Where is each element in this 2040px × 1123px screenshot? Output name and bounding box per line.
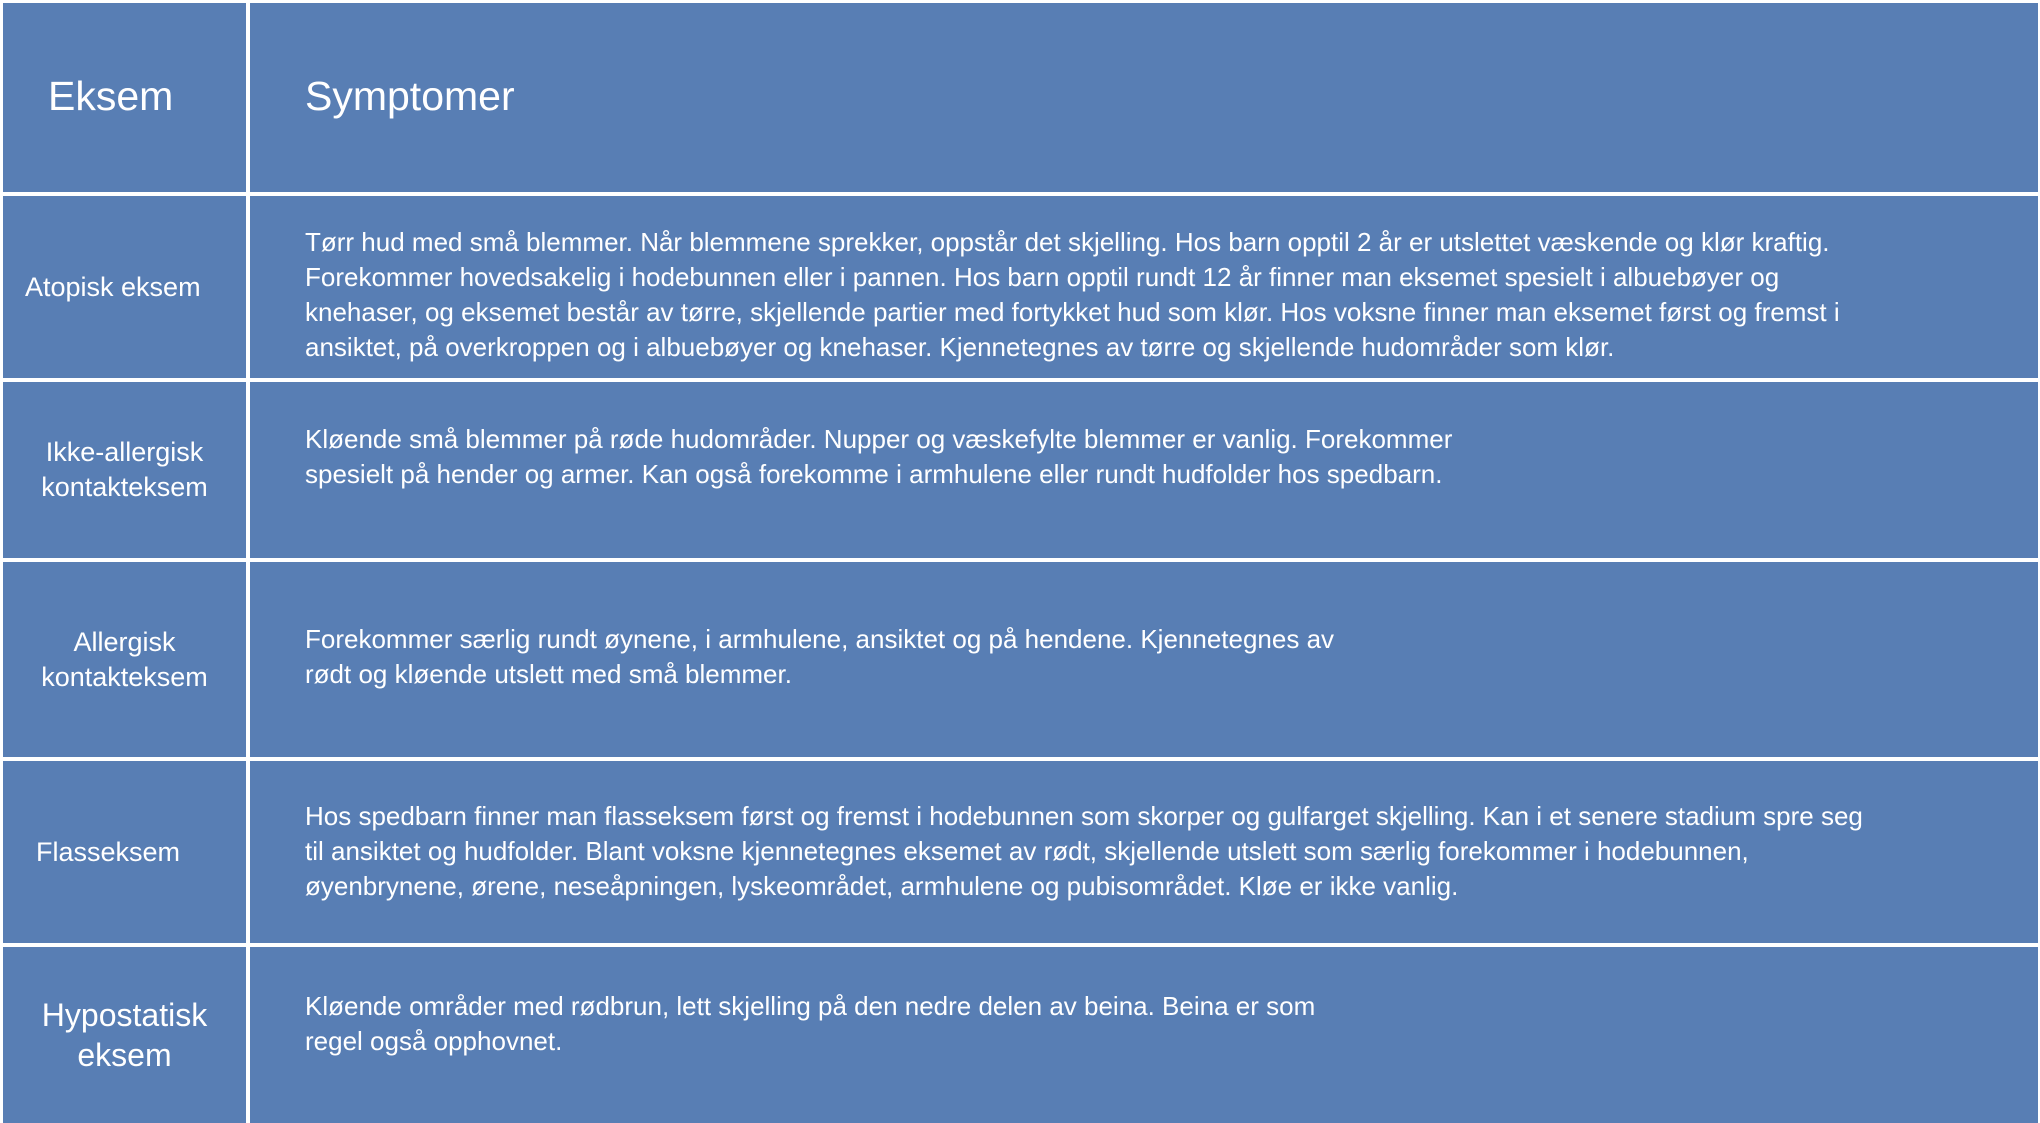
row-desc-allergisk	[250, 562, 2038, 757]
row-desc-ikke-allergisk	[250, 382, 2038, 558]
desc-line: Kløende små blemmer på røde hudområder. Nupper og væskefylte blemmer er vanlig. Forekommer	[305, 424, 1453, 454]
row-name-line: kontakteksem	[41, 472, 208, 502]
desc-line: Tørr hud med små blemmer. Når blemmene sprekker, oppstår det skjelling. Hos barn opptil 2 år er utslettet væskende og klør kraftig.	[305, 227, 1830, 257]
desc-line: til ansiktet og hudfolder. Blant voksne kjennetegnes eksemet av rødt, skjellende utslett som særlig forekommer i hodebunnen,	[305, 836, 1749, 866]
row-name-line: Hypostatisk	[41, 997, 208, 1033]
eczema-table	[3, 3, 2037, 1115]
desc-line: knehaser, og eksemet består av tørre, skjellende partier med fortykket hud som klør. Hos voksne finner man eksemet først og fremst i	[305, 297, 1840, 327]
desc-line: rødt og kløende utslett med små blemmer.	[305, 659, 792, 689]
desc-line: Forekommer særlig rundt øynene, i armhulene, ansiktet og på hendene. Kjennetegnes av	[305, 624, 1335, 654]
row-name-line: Atopisk eksem	[25, 271, 201, 302]
row-name-line: Ikke-allergisk	[45, 437, 204, 467]
row-name-allergisk	[3, 562, 246, 757]
header-eksem-label: Eksem	[48, 73, 174, 119]
row-desc-atopisk	[250, 196, 2038, 378]
desc-line: øyenbrynene, ørene, neseåpningen, lyskeområdet, armhulene og pubisområdet. Kløe er ikke vanlig.	[305, 871, 1459, 901]
row-name-atopisk	[3, 196, 246, 378]
desc-line: Kløende områder med rødbrun, lett skjelling på den nedre delen av beina. Beina er som	[305, 991, 1316, 1021]
header-eksem	[3, 3, 246, 192]
row-name-line: Flasseksem	[36, 836, 181, 867]
row-name-ikke-allergisk	[3, 382, 246, 558]
row-name-line: kontakteksem	[41, 661, 208, 692]
row-name-line: eksem	[77, 1037, 172, 1073]
row-desc-flasseksem	[250, 761, 2038, 943]
row-desc-hypostatisk	[250, 947, 2038, 1123]
header-symptomer-label: Symptomer	[305, 73, 515, 119]
row-name-hypostatisk	[3, 947, 246, 1123]
desc-line: Hos spedbarn finner man flasseksem først og fremst i hodebunnen som skorper og gulfarget skjelling. Kan i et senere stadium spre seg	[305, 801, 1863, 831]
row-name-line: Allergisk	[73, 626, 176, 657]
desc-line: Forekommer hovedsakelig i hodebunnen eller i pannen. Hos barn opptil rundt 12 år finner man eksemet spesielt i albuebøyer og	[305, 262, 1780, 292]
desc-line: spesielt på hender og armer. Kan også forekomme i armhulene eller rundt hudfolder hos spedbarn.	[305, 459, 1443, 489]
header-symptomer	[250, 3, 2038, 192]
desc-line: ansiktet, på overkroppen og i albuebøyer og knehaser. Kjennetegnes av tørre og skjellende hudområder som klør.	[305, 332, 1615, 362]
row-name-flasseksem	[3, 761, 246, 943]
desc-line: regel også opphovnet.	[305, 1026, 563, 1056]
